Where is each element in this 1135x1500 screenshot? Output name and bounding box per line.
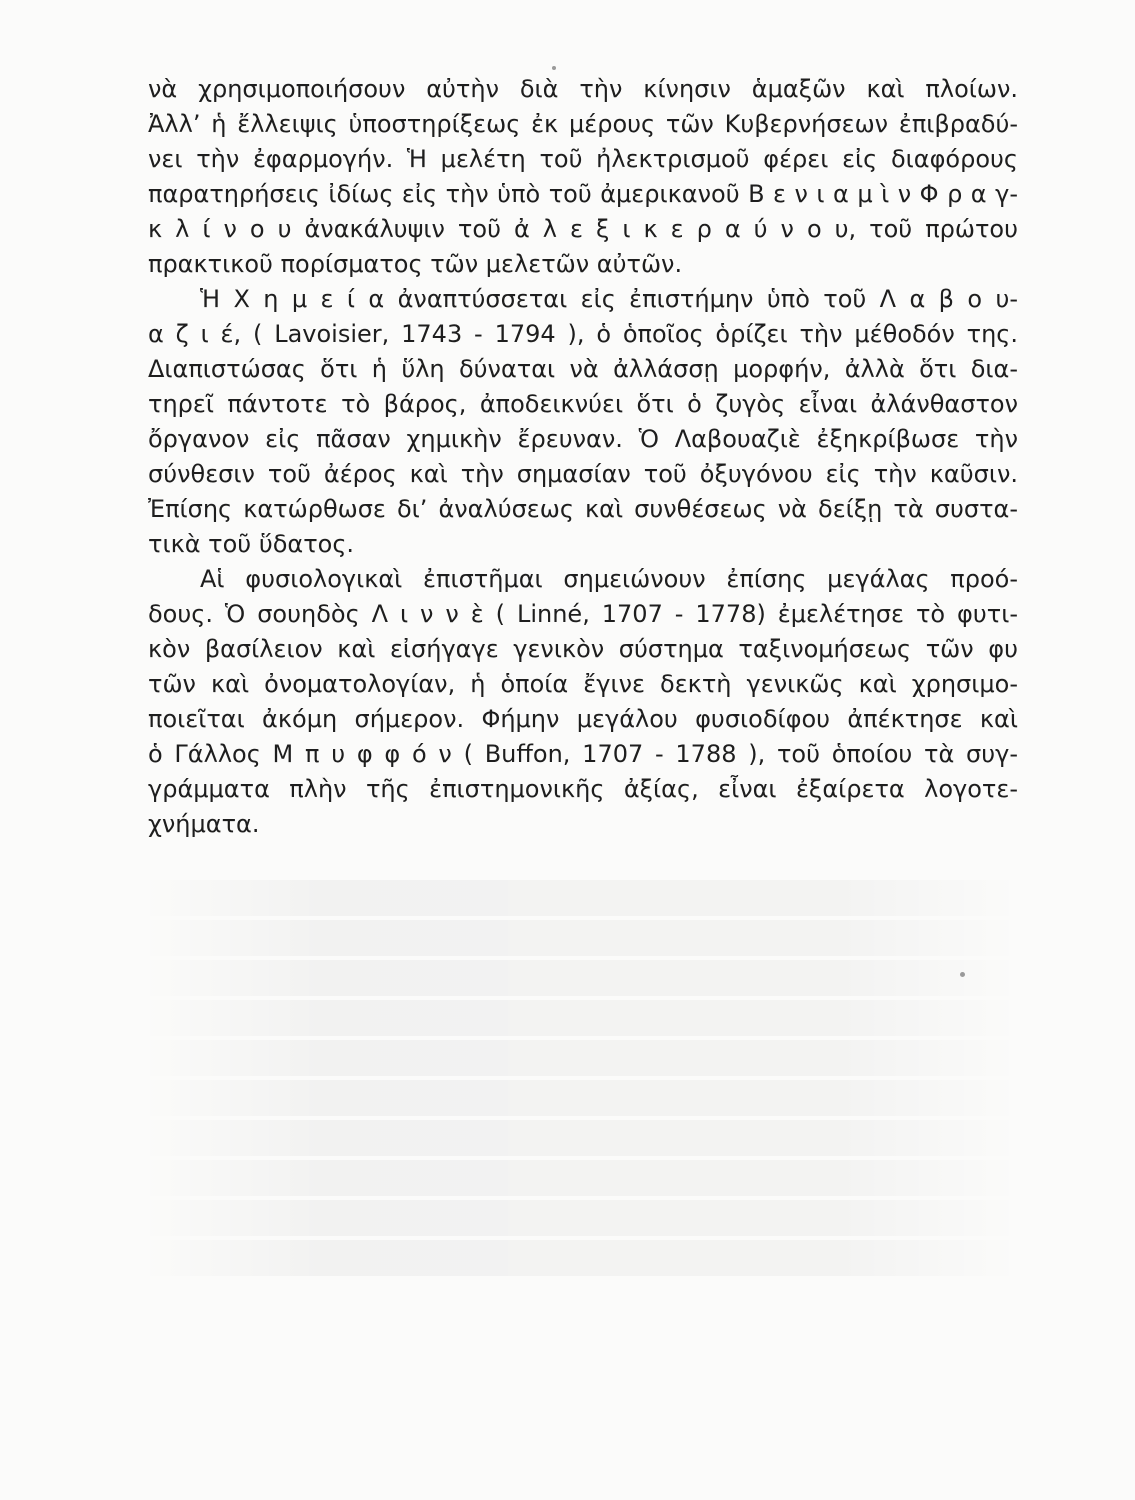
text-line: ὁ Γάλλος Μ π υ φ φ ό ν ( Buffon, 1707 - 1788 ), τοῦ ὁποίου τὰ συγ- <box>148 740 1018 768</box>
text-line: Ἀλλ’ ἡ ἔλλειψις ὑποστηρίξεως ἐκ μέρους τῶν Κυβερνήσεων ἐπιβραδύ- <box>148 110 1018 138</box>
text-line: κὸν βασίλειον καὶ εἰσήγαγε γενικὸν σύστημα ταξινομήσεως τῶν φυ <box>148 635 1018 663</box>
paragraph-electricity <box>148 72 1018 282</box>
text-line: Ἡ Χ η μ ε ί α ἀναπτύσσεται εἰς ἐπιστήμην ὑπὸ τοῦ Λ α β ο υ- <box>200 285 1018 313</box>
paragraph-chemistry <box>148 282 1018 562</box>
text-line: Διαπιστώσας ὅτι ἡ ὕλη δύναται νὰ ἀλλάσσῃ μορφήν, ἀλλὰ ὅτι δια- <box>148 355 1018 383</box>
text-line: κ λ ί ν ο υ ἀνακάλυψιν τοῦ ἀ λ ε ξ ι κ ε ρ α ύ ν ο υ, τοῦ πρώτου <box>148 215 1018 243</box>
bleed-line <box>140 920 1020 956</box>
ink-speck <box>960 972 965 977</box>
text-line: νὰ χρησιμοποιήσουν αὐτὴν διὰ τὴν κίνησιν ἁμαξῶν καὶ πλοίων. <box>148 75 1018 103</box>
bleed-line <box>140 1200 1020 1236</box>
text-line: α ζ ι έ, ( Lavoisier, 1743 - 1794 ), ὁ ὁποῖος ὁρίζει τὴν μέθοδόν της. <box>148 320 1018 348</box>
bleed-line <box>140 1080 1020 1116</box>
bleed-line <box>140 1160 1020 1196</box>
text-line: δους. Ὁ σουηδὸς Λ ι ν ν ὲ ( Linné, 1707 - 1778) ἐμελέτησε τὸ φυτι- <box>148 600 1018 628</box>
text-line: σύνθεσιν τοῦ ἀέρος καὶ τὴν σημασίαν τοῦ ὀξυγόνου εἰς τὴν καῦσιν. <box>148 460 1018 488</box>
bleed-line <box>140 1240 1020 1276</box>
bleed-line <box>140 1040 1020 1076</box>
bleed-line <box>140 1000 1020 1036</box>
text-line: Αἱ φυσιολογικαὶ ἐπιστῆμαι σημειώνουν ἐπίσης μεγάλας προό- <box>200 565 1018 593</box>
bleed-line <box>140 880 1020 916</box>
text-line: τηρεῖ πάντοτε τὸ βάρος, ἀποδεικνύει ὅτι ὁ ζυγὸς εἶναι ἀλάνθαστον <box>148 390 1018 418</box>
text-line: γράμματα πλὴν τῆς ἐπιστημονικῆς ἀξίας, εἶναι ἐξαίρετα λογοτε- <box>148 775 1018 803</box>
text-line: ὄργανον εἰς πᾶσαν χημικὴν ἔρευναν. Ὁ Λαβουαζιὲ ἐξηκρίβωσε τὴν <box>148 425 1018 453</box>
text-line: νει τὴν ἐφαρμογήν. Ἡ μελέτη τοῦ ἠλεκτρισμοῦ φέρει εἰς διαφόρους <box>148 145 1018 173</box>
paragraph-physiology <box>148 562 1018 842</box>
body-text <box>148 72 1018 842</box>
text-line: χνήματα. <box>148 810 260 838</box>
text-line: Ἐπίσης κατώρθωσε δι’ ἀναλύσεως καὶ συνθέσεως νὰ δείξῃ τὰ συστα- <box>148 495 1018 523</box>
text-line: πρακτικοῦ πορίσματος τῶν μελετῶν αὐτῶν. <box>148 250 683 278</box>
text-line: ποιεῖται ἀκόμη σήμερον. Φήμην μεγάλου φυσιοδίφου ἀπέκτησε καὶ <box>148 705 1018 733</box>
text-line: παρατηρήσεις ἰδίως εἰς τὴν ὑπὸ τοῦ ἀμερικανοῦ Β ε ν ι α μ ὶ ν Φ ρ α γ- <box>148 180 1018 208</box>
text-line: τῶν καὶ ὀνοματολογίαν, ἡ ὁποία ἔγινε δεκτὴ γενικῶς καὶ χρησιμο- <box>148 670 1018 698</box>
bleed-line <box>140 960 1020 996</box>
bleed-line <box>140 1120 1020 1156</box>
text-line: τικὰ τοῦ ὕδατος. <box>148 530 355 558</box>
ink-speck <box>552 66 556 70</box>
bleed-through-shadow <box>140 880 1020 1400</box>
